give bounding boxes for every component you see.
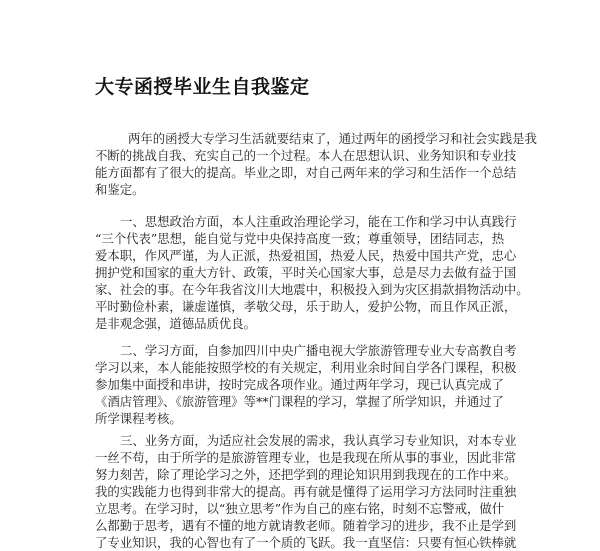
text-line: “三个代表”思想，能自觉与党中央保持高度一致；尊重领导，团结同志，热	[95, 231, 505, 246]
text-line: 二、学习方面，自参加四川中央广播电视大学旅游管理专业大专高教自考	[120, 343, 517, 358]
text-line: 《酒店管理》、《旅游管理》等**门课程的学习，掌握了所学知识，并通过了	[95, 394, 504, 409]
text-line: 努力刻苦，除了理论学习之外，还把学到的理论知识用到我现在的工作中来。	[95, 467, 517, 482]
text-line: 我的实践能力也得到非常大的提高。再有就是懂得了运用学习方法同时注重独	[95, 484, 517, 499]
text-line: 拥护党和国家的重大方针、政策，平时关心国家大事，总是尽力去做有益于国	[95, 265, 517, 280]
text-line: 能方面都有了很大的提高。毕业之即，对自己两年来的学习和生活作一个总结	[95, 165, 517, 180]
text-line: 平时勤俭朴素，谦虚谨慎，孝敬父母，乐于助人，爱护公物，而且作风正派，	[95, 299, 517, 314]
text-line: 和鉴定。	[95, 182, 145, 197]
text-line: 立思考。在学习时，以“独立思考”作为自己的座右铭，时刻不忘警戒，做什	[95, 501, 505, 516]
text-line: 三、业务方面，为适应社会发展的需求，我认真学习专业知识，对本专业	[120, 433, 517, 448]
text-line: 爱本职，作风严谨，为人正派，热爱祖国，热爱人民，热爱中国共产党，忠心	[95, 248, 517, 263]
text-line: 所学课程考核。	[95, 411, 182, 426]
text-line: 不断的挑战自我、充实自己的一个过程。本人在思想认识、业务知识和专业技	[95, 148, 517, 163]
text-line: 一丝不苟，由于所学的是旅游管理专业，也是我现在所从事的事业，因此非常	[95, 450, 517, 465]
document-title: 大专函授毕业生自我鉴定	[95, 76, 310, 98]
text-line: 一、思想政治方面，本人注重政治理论学习，能在工作和学习中认真践行	[120, 214, 517, 229]
text-line: 家、社会的事。在今年我省汶川大地震中，积极投入到为灾区捐款捐物活动中。	[95, 282, 529, 297]
text-line: 两年的函授大专学习生活就要结束了，通过两年的函授学习和社会实践是我	[128, 131, 537, 146]
text-line: 学习以来，本人能能按照学校的有关规定，利用业余时间自学各门课程，积极	[95, 360, 517, 375]
text-line: 是非观念强，道德品质优良。	[95, 316, 257, 331]
text-line: 参加集中面授和串讲，按时完成各项作业。通过两年学习，现已认真完成了	[95, 377, 504, 392]
text-line: 了专业知识，我的心智也有了一个质的飞跃。我一直坚信：只要有恒心铁棒就	[95, 535, 517, 550]
text-line: 么都勤于思考，遇有不懂的地方就请教老师。随着学习的进步，我不止是学到	[95, 518, 517, 533]
